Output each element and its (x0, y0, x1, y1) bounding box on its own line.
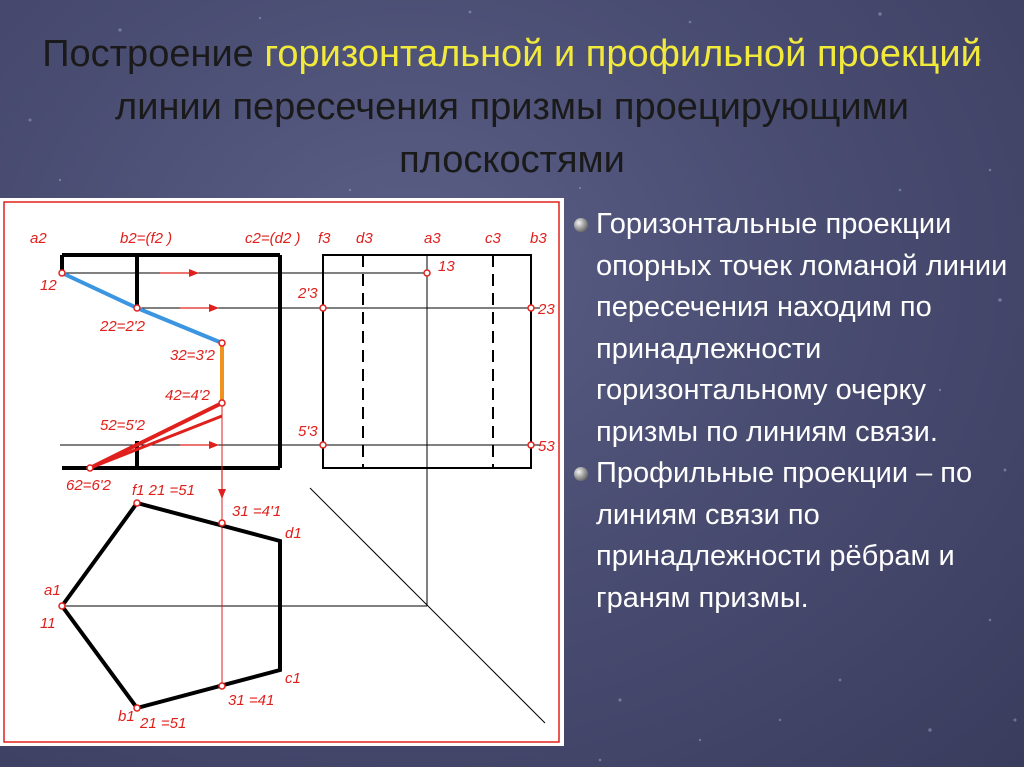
label-f1: f1 21 =51 (132, 482, 195, 499)
drawing-svg (0, 198, 564, 746)
label-point-3-bottom: 31 =41 (228, 692, 275, 709)
slide-title (40, 28, 984, 187)
label-a3: a3 (424, 230, 441, 247)
label-point-4-front: 42=4'2 (165, 387, 210, 404)
label-b1-points: 21 =51 (140, 715, 187, 732)
label-d3: d3 (356, 230, 373, 247)
label-f3: f3 (318, 230, 331, 247)
label-point-2-profile-left: 2'3 (298, 285, 318, 302)
label-c2: c2=(d2 ) (245, 230, 301, 247)
label-point-1-front: 12 (40, 277, 57, 294)
sphere-bullet-icon (574, 218, 588, 232)
label-b3: b3 (530, 230, 547, 247)
bullet-list (572, 204, 1024, 619)
projection-arrows (160, 273, 222, 498)
label-b1: b1 (118, 708, 135, 725)
label-point-6-front: 62=6'2 (66, 477, 111, 494)
sphere-bullet-icon (574, 467, 588, 481)
title-part-1: Построение (42, 33, 265, 75)
label-point-3-top: 31 =4'1 (232, 503, 282, 520)
bullet-text: Горизонтальные проекции опорных точек ломаной линии пересечения находим по принадлежности горизонтальному очерку призмы по линиям связи. (596, 208, 1008, 448)
label-point-2-front: 22=2'2 (100, 318, 145, 335)
label-a1: a1 (44, 582, 61, 599)
label-b2: b2=(f2 ) (120, 230, 173, 247)
label-point-2-profile-right: 23 (538, 301, 555, 318)
label-c3: c3 (485, 230, 501, 247)
section-broken-line (62, 273, 222, 468)
label-d1: d1 (285, 525, 302, 542)
bullet-item (572, 204, 1024, 453)
label-point-1-top: 11 (40, 615, 56, 632)
label-point-3-front: 32=3'2 (170, 347, 215, 364)
label-point-5-profile-right: 53 (538, 438, 555, 455)
title-part-3: линии пересечения призмы проецирующими плоскостями (115, 86, 909, 181)
label-point-5-front: 52=5'2 (100, 417, 145, 434)
label-a2: a2 (30, 230, 47, 247)
bullet-item (572, 453, 1024, 619)
projection-drawing (0, 198, 564, 746)
label-point-5-profile-left: 5'3 (298, 423, 318, 440)
bullet-text: Профильные проекции – по линиям связи по принадлежности рёбрам и граням призмы. (596, 457, 973, 614)
label-c1: c1 (285, 670, 301, 687)
title-highlight: горизонтальной и профильной проекций (264, 33, 982, 75)
label-point-1-profile: 13 (438, 258, 455, 275)
projection-points (59, 270, 534, 711)
